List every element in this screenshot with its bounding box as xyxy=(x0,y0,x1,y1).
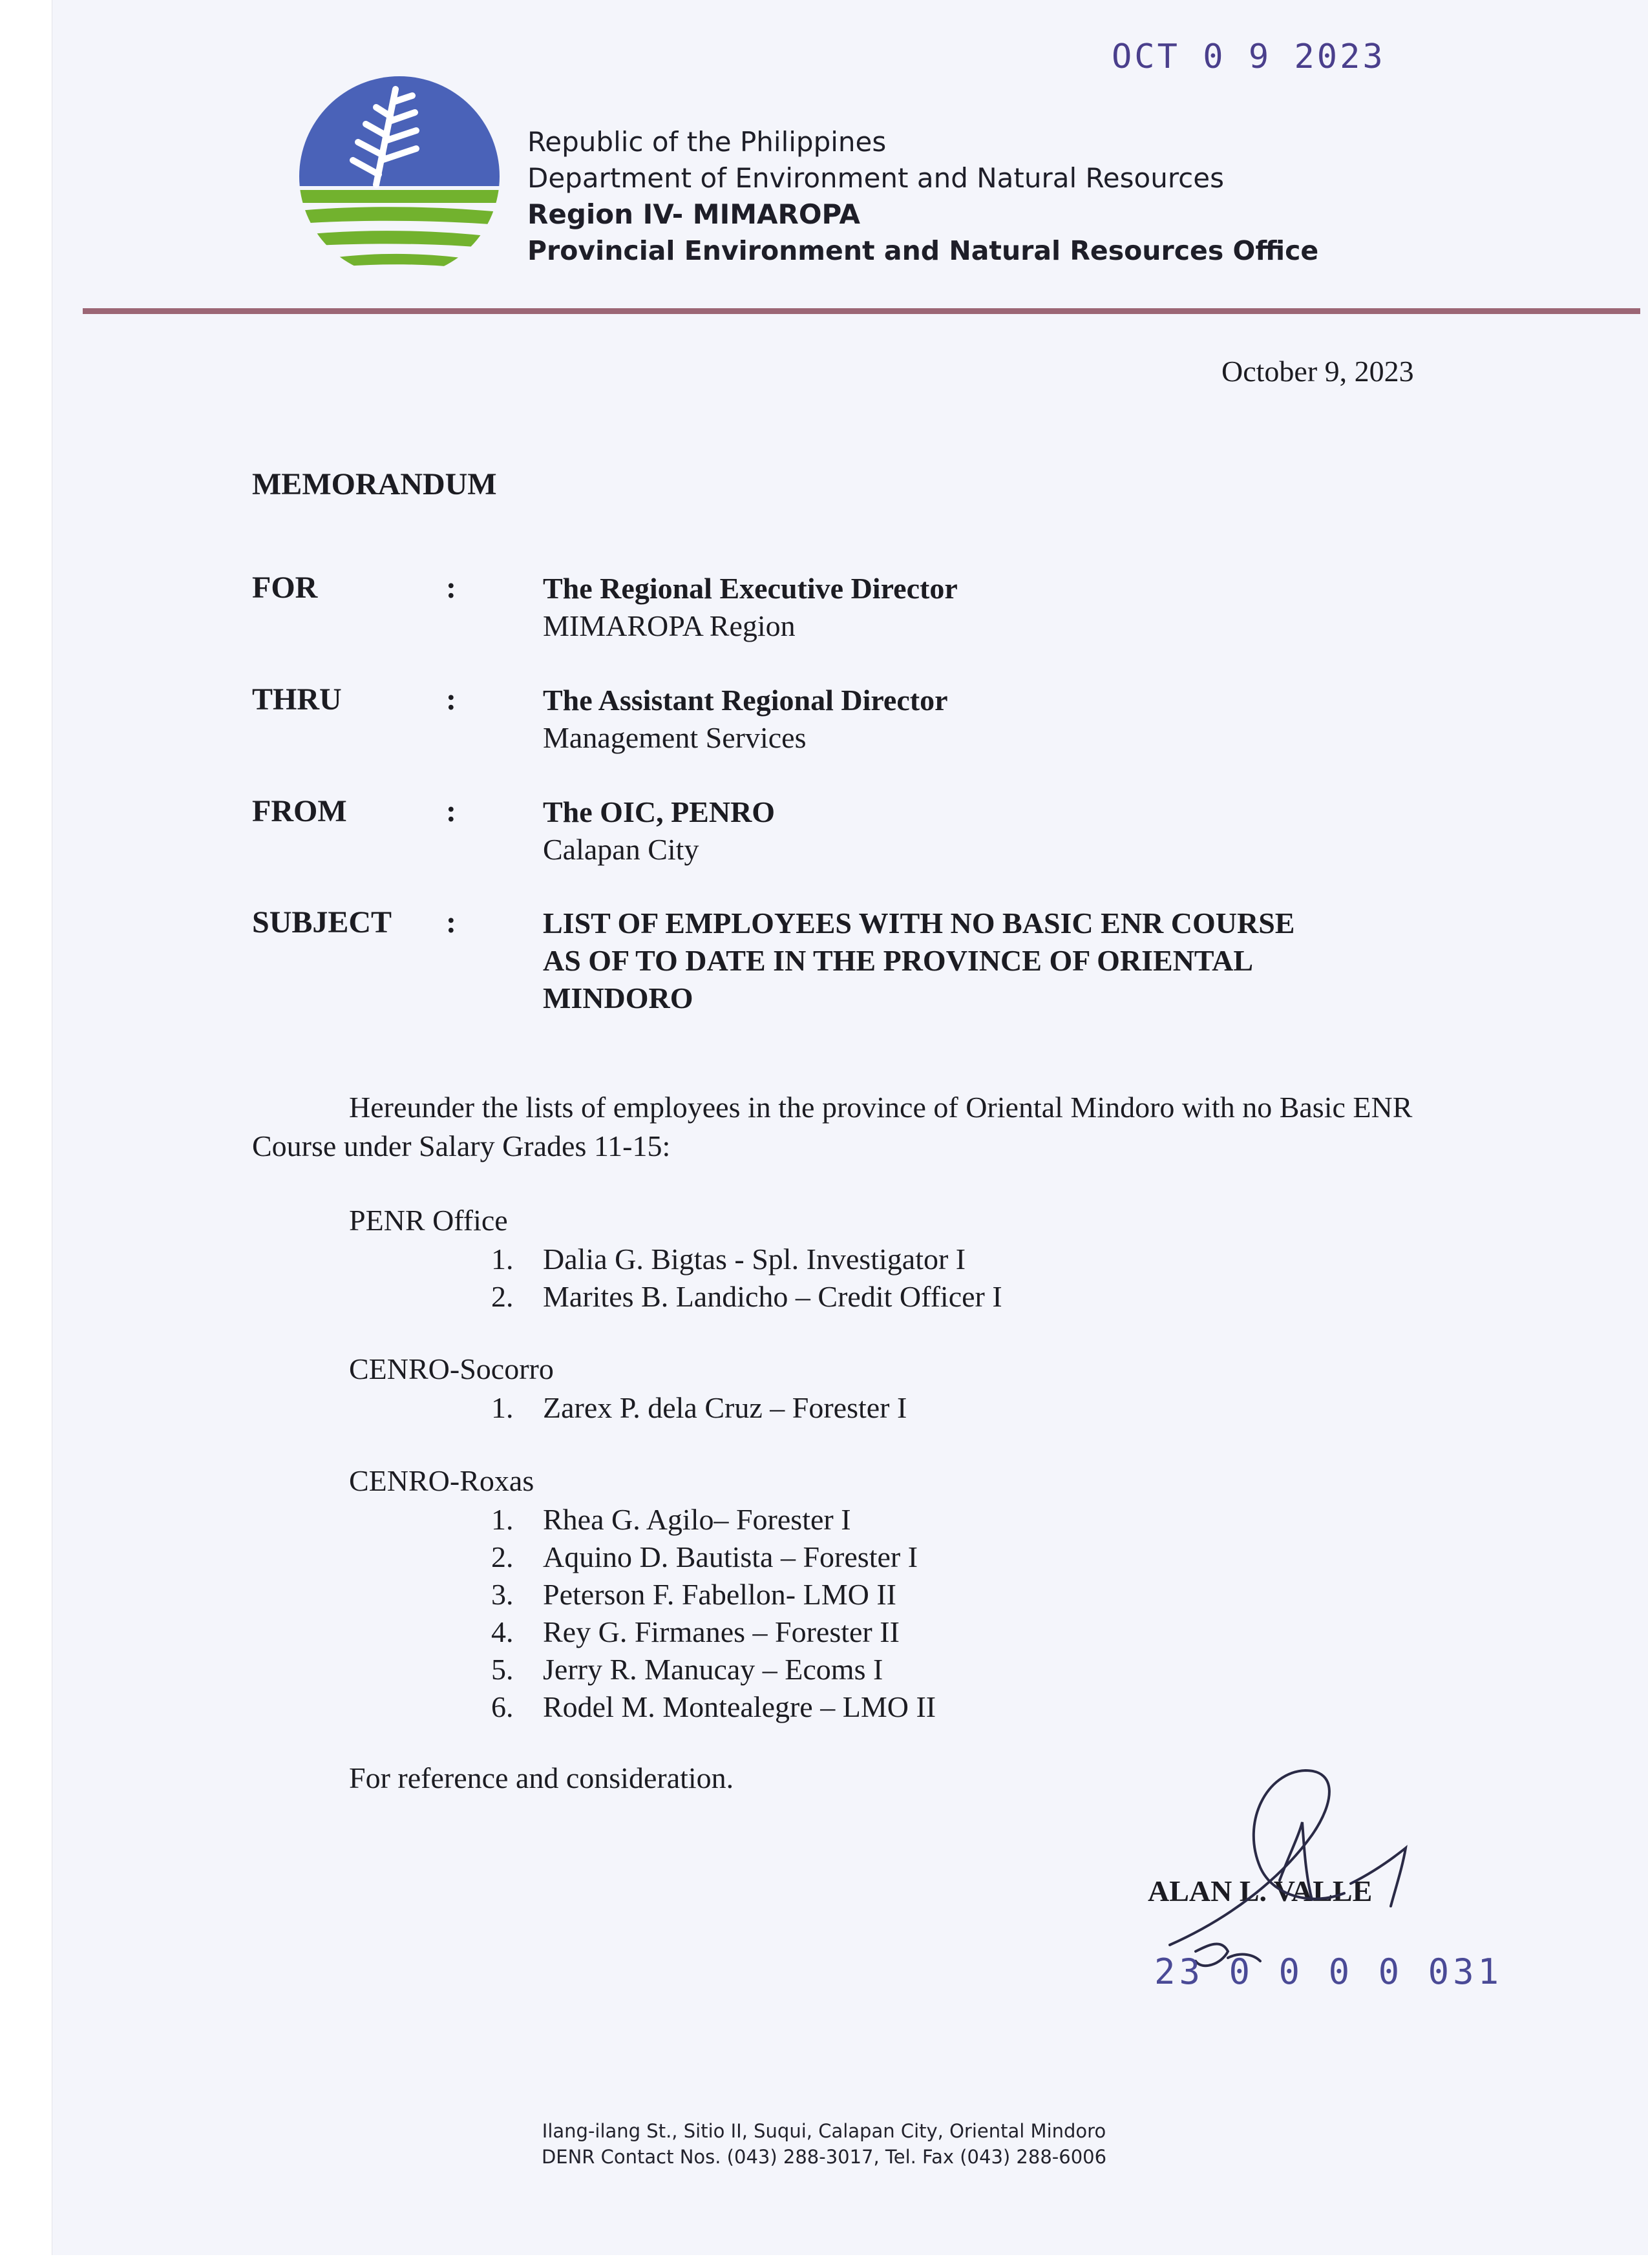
list-number: 4. xyxy=(491,1615,514,1648)
list-number: 2. xyxy=(491,1540,514,1573)
employee-entry: Rey G. Firmanes – Forester II xyxy=(543,1615,900,1648)
employee-entry: Aquino D. Bautista – Forester I xyxy=(543,1540,918,1573)
field-label: SUBJECT xyxy=(252,905,392,940)
field-colon: : xyxy=(446,905,456,940)
header-divider xyxy=(83,308,1640,314)
employee-entry: Jerry R. Manucay – Ecoms I xyxy=(543,1653,883,1686)
list-number: 1. xyxy=(491,1503,514,1536)
subject-line-1: LIST OF EMPLOYEES WITH NO BASIC ENR COURSE xyxy=(543,907,1295,940)
field-label: FROM xyxy=(252,794,347,828)
subject-line-3: MINDORO xyxy=(543,982,693,1014)
letterhead-region: Region IV- MIMAROPA xyxy=(527,198,860,230)
list-item xyxy=(491,1613,936,1651)
field-from-detail: Calapan City xyxy=(543,833,699,866)
list-item xyxy=(491,1501,936,1538)
list-item xyxy=(491,1241,1002,1278)
letterhead-department: Department of Environment and Natural Resources xyxy=(527,162,1224,194)
body-paragraph: Hereunder the lists of employees in the province of Oriental Mindoro with no Basic ENR Course under Salary Grades 11-15: xyxy=(252,1091,1413,1162)
footer-contact: DENR Contact Nos. (043) 288-3017, Tel. Fax (043) 288-6006 xyxy=(541,2146,1107,2168)
cenro-socorro-list xyxy=(491,1389,907,1427)
penr-office-list xyxy=(491,1241,1002,1316)
employee-entry: Peterson F. Fabellon- LMO II xyxy=(543,1578,896,1611)
list-item xyxy=(491,1278,1002,1316)
field-colon: : xyxy=(446,794,456,828)
received-date-stamp: OCT 0 9 2023 xyxy=(1112,37,1386,76)
field-colon: : xyxy=(446,682,456,717)
list-item xyxy=(491,1538,936,1576)
list-number: 1. xyxy=(491,1391,514,1424)
section-title-cenro-roxas: CENRO-Roxas xyxy=(349,1464,534,1497)
list-number: 6. xyxy=(491,1690,514,1723)
closing-remark: For reference and consideration. xyxy=(349,1761,734,1794)
list-number: 1. xyxy=(491,1243,514,1276)
cenro-roxas-list xyxy=(491,1501,936,1726)
field-thru-detail: Management Services xyxy=(543,721,807,754)
footer-address: Ilang-ilang St., Sitio II, Suqui, Calapan City, Oriental Mindoro xyxy=(542,2120,1106,2142)
employee-entry: Zarex P. dela Cruz – Forester I xyxy=(543,1391,907,1424)
letterhead-republic: Republic of the Philippines xyxy=(527,126,887,158)
list-item xyxy=(491,1576,936,1613)
field-label: THRU xyxy=(252,682,342,717)
document-number-stamp: 23 0 0 0 0 031 xyxy=(1154,1951,1503,1992)
memo-title: MEMORANDUM xyxy=(252,467,497,501)
section-title-cenro-socorro: CENRO-Socorro xyxy=(349,1352,554,1385)
employee-entry: Rodel M. Montealegre – LMO II xyxy=(543,1690,936,1723)
field-for-name: The Regional Executive Director xyxy=(543,572,958,605)
footer xyxy=(0,2118,1648,2170)
list-item xyxy=(491,1651,936,1688)
list-item xyxy=(491,1389,907,1427)
signatory-name: ALAN L. VALLE xyxy=(1148,1874,1373,1907)
letterhead xyxy=(527,124,1318,269)
list-number: 2. xyxy=(491,1280,514,1313)
memo-date: October 9, 2023 xyxy=(1221,355,1414,388)
employee-entry: Dalia G. Bigtas - Spl. Investigator I xyxy=(543,1243,966,1276)
field-for-detail: MIMAROPA Region xyxy=(543,609,796,642)
field-from-name: The OIC, PENRO xyxy=(543,795,776,828)
section-title-penr-office: PENR Office xyxy=(349,1204,508,1237)
field-label: FOR xyxy=(252,571,318,605)
list-number: 3. xyxy=(491,1578,514,1611)
field-colon: : xyxy=(446,571,456,605)
subject-line-2: AS OF TO DATE IN THE PROVINCE OF ORIENTAL xyxy=(543,944,1254,977)
letterhead-office: Provincial Environment and Natural Resources Office xyxy=(527,235,1319,266)
denr-logo xyxy=(299,76,500,277)
list-item xyxy=(491,1688,936,1726)
employee-entry: Rhea G. Agilo– Forester I xyxy=(543,1503,851,1536)
list-number: 5. xyxy=(491,1653,514,1686)
field-thru-name: The Assistant Regional Director xyxy=(543,684,948,717)
employee-entry: Marites B. Landicho – Credit Officer I xyxy=(543,1280,1002,1313)
